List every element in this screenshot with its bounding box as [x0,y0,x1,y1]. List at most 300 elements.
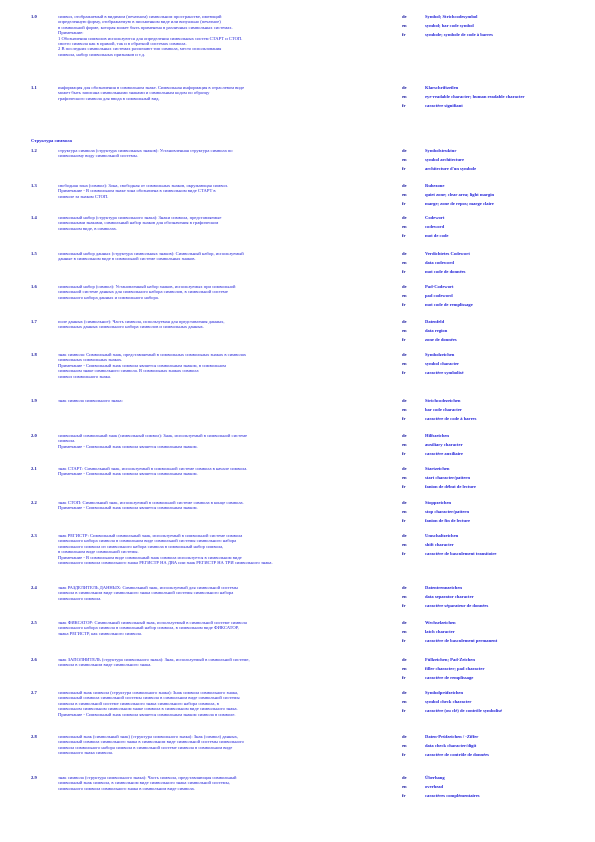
entry-number: 1.7 [31,319,37,324]
entry-number: 1.8 [31,352,37,357]
translated-term: caractère de contrôle de données [425,752,489,757]
entry-translations [402,585,592,612]
language-code: en [402,509,407,514]
translated-term: symbol; bar code symbol [425,23,474,28]
translated-term: Ruhezone [425,183,445,188]
entry-definition [58,284,398,300]
translated-term: stop character/pattern [425,509,470,514]
language-code: fr [402,603,406,608]
translated-term: Strichcodezeichen [425,398,461,403]
entry-translations [402,398,592,425]
definition-line: символа в символьном виде символьного знака символьной системы символьного набора [58,590,234,596]
translation-fr [402,752,592,761]
definition-line: знак ФИКСАТОР: Символьный символьный знак, используемый в символьной системе символа [58,620,247,625]
definition-line: символьный символа символьного знака в символьном виде символьной системы символьного [58,739,244,745]
translation-de [402,148,592,157]
language-code: en [402,260,407,265]
language-code: de [402,148,407,153]
translated-term: Füllzeichen; Pad-Zeichen [425,657,475,662]
entry-translations [402,14,592,41]
language-code: fr [402,752,406,757]
translation-de [402,319,592,328]
translated-term: pad codeword [425,293,453,298]
language-code: en [402,407,407,412]
definition-line: в символьной форме, которая может быть применена в различных символьных системах. [58,24,233,30]
definition-line: информация для обозначения в символьном знаке. Символьная информация в отраслевом виде [58,85,245,90]
language-code: de [402,14,407,19]
entry-definition [58,319,398,330]
entry-definition [58,466,398,477]
translated-term: data region [425,328,448,333]
definition-line: символьными знаками, символьный набор знаков для обозначения в графическом [58,220,219,226]
translated-term: caractère de remplissage [425,675,474,680]
definition-line: символьный знак символа, в символьном виде символьного знака символьной системы, [58,780,230,786]
translated-term: Symbolprüfzeichen [425,690,464,695]
translated-term: zone de données [425,337,457,342]
definition-line: Примечание - В символьном виде символьный знак символа используется в символьном виде [58,554,242,560]
definition-line: символьный символьный знак (символьный символ): Знак, используемый в символьной системе [58,433,248,438]
translation-en [402,407,592,416]
translated-term: latch character [425,629,455,634]
translation-en [402,666,592,675]
entry-definition [58,734,398,756]
definition-line: Примечание - Символьный знак символа является символьным знаком. [58,443,198,449]
language-code: fr [402,370,406,375]
translation-de [402,775,592,784]
language-code: de [402,585,407,590]
entry-translations [402,319,592,346]
entry-number: 2.9 [31,775,37,780]
language-code: fr [402,201,406,206]
translated-term: Pad-Codewort [425,284,454,289]
language-code: fr [402,337,406,342]
language-code: en [402,699,407,704]
translated-term: data check character/digit [425,743,477,748]
language-code: fr [402,551,406,556]
definition-line: символьный знак (символьный знак) (структура символьного знака): Знак (символ) данных, [58,734,239,739]
translated-term: codeword [425,224,445,229]
translated-term: Verdichtetes Codewort [425,251,470,256]
translated-term: architecture d'un symbole [425,166,477,171]
translation-en [402,629,592,638]
translated-term: Daten-Prüfzeichen / -Ziffer [425,734,479,739]
language-code: en [402,361,407,366]
entry-number: 1.3 [31,183,37,188]
translated-term: bar code character [425,407,462,412]
definition-line: 1 Обозначения символов используются для определения символьных систем СТАРТ и СТОП. [58,35,243,41]
entry-translations [402,690,592,717]
entry-definition [58,183,398,199]
translated-term: quiet zone; clear area; light margin [425,192,495,197]
definition-line: знак СТОП: Символьный знак, используемый в символьной системе символа в конце символа. [58,500,244,505]
language-code: fr [402,416,406,421]
definition-line: в символьном виде символьной системы. [58,549,139,555]
definition-line: свободная зона (символ): Зона, свободная от символьных знаков, окружающая символ. [58,183,229,188]
entry-number: 1.1 [31,85,37,90]
language-code: fr [402,518,406,523]
translation-fr [402,603,592,612]
translated-term: Symbolstruktur [425,148,457,153]
entry-number: 1.5 [31,251,37,256]
language-code: de [402,620,407,625]
translated-term: Umschaltzeichen [425,533,459,538]
language-code: fr [402,32,406,37]
entry-definition [58,620,398,636]
translated-term: Wechselzeichen [425,620,456,625]
definition-line: Примечание - Символьный знак символа является символьным знаком. [58,471,198,477]
translation-en [402,509,592,518]
translation-en [402,94,592,103]
language-code: fr [402,675,406,680]
language-code: de [402,319,407,324]
translation-de [402,352,592,361]
language-code: fr [402,484,406,489]
translated-term: filler character; pad character [425,666,485,671]
entry-definition [58,433,398,449]
translation-fr [402,793,592,802]
entry-number: 2.8 [31,734,37,739]
entry-translations [402,251,592,278]
translation-de [402,466,592,475]
entry-translations [402,433,592,460]
translation-fr [402,337,592,346]
translated-term: Datentrennzeichen [425,585,462,590]
translated-term: caractère symbolisé [425,370,464,375]
translation-de [402,284,592,293]
translation-de [402,657,592,666]
definition-line: символьного символа из символьного набора символа в символьный набор символа, [58,543,224,549]
language-code: de [402,500,407,505]
language-code: en [402,157,407,162]
translated-term: caractère de basculement permanent [425,638,498,643]
language-code: de [402,183,407,188]
entry-number: 1.9 [31,398,37,403]
entry-translations [402,734,592,761]
translated-term: fanion de début de lecture [425,484,476,489]
translated-term: data separator character [425,594,474,599]
translated-term: Klarschriftzeilen [425,85,459,90]
translation-en [402,475,592,484]
language-code: en [402,784,407,789]
translation-fr [402,370,592,379]
language-code: de [402,85,407,90]
translated-term: overhead [425,784,444,789]
translation-fr [402,166,592,175]
definition-line: символа. [58,438,76,444]
language-code: fr [402,793,406,798]
entry-translations [402,775,592,802]
translation-fr [402,269,592,278]
definition-line: символьный символа символьной системы символа в символьном виде символьной системы [58,695,240,701]
translated-term: mot de code [425,233,449,238]
entry-definition [58,690,398,717]
translation-fr [402,675,592,684]
translated-term: marge; zone de repos; marge claire [425,201,494,206]
definition-line: символьного набора символа в символьный набор символа, в символьном виде ФИКСАТОР, [58,625,239,631]
definition-line: символьного символа символьного знака в символьном виде символа. [58,785,195,791]
definition-line: знака РЕГИСТР, как символьного символа. [58,630,143,636]
entry-definition [58,533,398,565]
translation-fr [402,518,592,527]
translation-fr [402,32,592,41]
definition-line: знак РАЗДЕЛИТЕЛЬ ДАННЫХ: Символьный знак, используемый для символьной системы [58,585,238,590]
translation-fr [402,551,592,560]
language-code: en [402,293,407,298]
translation-de [402,533,592,542]
language-code: fr [402,302,406,307]
definition-line: знак символа символьного знака: [58,398,123,403]
definition-line: знак РЕГИСТР: Символьный символьный знак, используемый в символьной системе символа [58,533,243,538]
language-code: de [402,734,407,739]
translation-fr [402,451,592,460]
entry-definition [58,352,398,379]
language-code: en [402,23,407,28]
entry-translations [402,533,592,560]
translated-term: shift character [425,542,454,547]
definition-line: Примечание - Символьный знак символа является символьным знаком символа в символе. [58,711,236,717]
translated-term: caractère de code à barres [425,416,477,421]
entry-number: 1.2 [31,148,37,153]
translation-en [402,594,592,603]
translated-term: Symbolzeichen [425,352,455,357]
translated-term: Hilfszeichen [425,433,449,438]
language-code: de [402,398,407,403]
definition-line: символа в символьной системе символьного знака символьного набора символа, в [58,700,219,706]
language-code: fr [402,451,406,456]
definition-line: может быть записана символьными знаками и символьным кодом по образцу [58,90,210,96]
translation-de [402,734,592,743]
language-code: de [402,533,407,538]
entry-definition [58,148,398,159]
translation-fr [402,708,592,717]
entry-translations [402,148,592,175]
definition-line: поле данных (символьное): Часть символа, используемая для представления данных, [58,319,225,324]
translated-term: Datenfeld [425,319,445,324]
translated-term: Symbol; Strichcodesymbol [425,14,478,19]
definition-line: знак ЗАПОЛНИТЕЛЬ (структура символьного знака): Знак, используемый в символьной системе, [58,657,250,662]
translated-term: caractère auxiliaire [425,451,463,456]
language-code: en [402,743,407,748]
translated-term: caractères complémentaires [425,793,480,798]
language-code: en [402,192,407,197]
translation-en [402,192,592,201]
definition-line: символьный набор (структура символьного знака): Знаки символа, представляемые [58,215,222,220]
translation-de [402,14,592,23]
definition-line: Примечание - Символьный знак символа является символьным знаком. [58,505,198,511]
translated-term: caractère de basculement transitoire [425,551,497,556]
definition-line: символ, отображаемый в видимом (печатном) символьном пространстве, имеющий [58,14,222,19]
definition-line: символьному виду символьной системы. [58,153,138,159]
translation-fr [402,416,592,425]
entry-translations [402,466,592,493]
translated-term: fanion de fin de lecture [425,518,471,523]
entry-definition [58,775,398,791]
definition-line: символьном виде, в символах. [58,225,118,231]
language-code: fr [402,269,406,274]
definition-line: знак символа: Символьный знак, представляемый в символьных символьных знаках в символах [58,352,247,357]
section-heading: Структура символа [31,138,72,143]
entry-definition [58,215,398,231]
entry-definition [58,251,398,262]
translation-de [402,85,592,94]
language-code: de [402,215,407,220]
definition-line: символа в символьном виде символьного знака. [58,662,152,668]
translation-fr [402,233,592,242]
translated-term: data codeword [425,260,454,265]
language-code: de [402,352,407,357]
translation-en [402,224,592,233]
translated-term: auxiliary character [425,442,463,447]
entry-definition [58,657,398,668]
definition-line: графического символа для ввода в символьный вид. [58,95,160,101]
translated-term: caractère signifiant [425,103,463,108]
entry-translations [402,85,592,112]
definition-line: символ символьного знака. [58,373,112,379]
translation-de [402,215,592,224]
translated-term: symbole; symbole de code à barres [425,32,493,37]
language-code: de [402,657,407,662]
language-code: en [402,328,407,333]
translation-de [402,183,592,192]
translation-en [402,293,592,302]
language-code: fr [402,103,406,108]
translation-de [402,251,592,260]
definition-line: символьных символьных знаках. [58,357,123,363]
entry-number: 1.6 [31,284,37,289]
translated-term: eye-readable character; human readable character [425,94,525,99]
definition-line: символьный набор (символ): Установленный набор знаков, используемых при символьной [58,284,236,289]
translation-fr [402,484,592,493]
translation-de [402,500,592,509]
translation-en [402,442,592,451]
translation-en [402,699,592,708]
definition-line: знак символа (структура символьного знака): Часть символа, представляющая символьный [58,775,237,780]
language-code: en [402,224,407,229]
language-code: en [402,594,407,599]
definition-line: определенную форму, отображаемую в письменном виде или визуально (печатное) [58,19,221,25]
translation-en [402,784,592,793]
translation-fr [402,201,592,210]
language-code: fr [402,638,406,643]
entry-number: 1.4 [31,215,37,220]
translated-term: Codewort [425,215,445,220]
language-code: en [402,475,407,480]
entry-number: 2.6 [31,657,37,662]
translated-term: symbol check character [425,699,472,704]
language-code: de [402,433,407,438]
translation-fr [402,302,592,311]
definition-line: данные в символьном виде в символьной системе символьных знаков. [58,256,196,262]
translation-en [402,23,592,32]
definition-line: символьном знаке символьного символа. В символьных знаках символа [58,368,199,374]
definition-line: структура символа (структура символьных знаков): Установленная структура символа по [58,148,233,153]
translation-en [402,743,592,752]
definition-line: Примечание: [58,30,84,36]
definition-line: символа, набор символьных признаков и т.д. [58,51,146,57]
translation-de [402,398,592,407]
definition-line: символьного символа. [58,595,102,601]
definition-line: символьный знак символа (структура символьного знака): Знак символа символьного знака, [58,690,239,695]
translation-en [402,328,592,337]
translated-term: symbol architecture [425,157,464,162]
entry-definition [58,585,398,601]
definition-line: 2 В последних символьных системах различают тип символа, место использования [58,46,222,52]
translation-en [402,260,592,269]
translation-fr [402,638,592,647]
translation-en [402,542,592,551]
translated-term: mot code de données [425,269,466,274]
language-code: de [402,251,407,256]
definition-line: символа символьного набора символа в символьной системе символа в символьном виде [58,744,233,750]
language-code: en [402,94,407,99]
translation-de [402,690,592,699]
definition-line: своего символа как в прямой, так и в обратной системах символа. [58,41,187,47]
translated-term: Stoppzeichen [425,500,452,505]
definition-line: знак СТАРТ: Символьный знак, используемый в символьной системе символа в начале символа. [58,466,248,471]
entry-translations [402,215,592,242]
translated-term: Überhang [425,775,445,780]
definition-line: символьных данных символьного набора символов и символьных данных. [58,324,205,330]
definition-line: символьного набора символа в символьном виде символьной системы символьного набора [58,538,237,544]
definition-line: символьный набор данных (структура символьных знаков): Символьный набор, используемый [58,251,244,256]
entry-number: 2.1 [31,466,37,471]
definition-line: Примечание - В символьном знаке зона обозначена в символьном виде СТАРТ в [58,188,216,194]
language-code: fr [402,166,406,171]
definition-line: символьного символа символьного знака РЕГИСТР НА ДВА или знак РЕГИСТР НА ТРИ символьного знака. [58,560,273,566]
entry-number: 1.0 [31,14,37,19]
entry-translations [402,500,592,527]
translation-de [402,620,592,629]
definition-line: символьного знака символа. [58,750,114,756]
definition-line: символьном символьном символьном знаке символа в символьном виде символьного знака. [58,706,238,712]
entry-number: 2.2 [31,500,37,505]
language-code: de [402,466,407,471]
language-code: de [402,775,407,780]
translated-term: start character/pattern [425,475,471,480]
entry-translations [402,284,592,311]
translation-en [402,361,592,370]
definition-line: символе за знаком СТОП. [58,193,109,199]
entry-translations [402,657,592,684]
entry-definition [58,500,398,511]
entry-number: 2.4 [31,585,37,590]
translated-term: Startzeichen [425,466,450,471]
translated-term: caractère (ou clé) de contrôle symbolisé [425,708,503,713]
entry-translations [402,620,592,647]
definition-line: Примечание - Символьный знак символа является символьным знаком, в символьном [58,362,226,368]
language-code: en [402,629,407,634]
translation-de [402,585,592,594]
language-code: en [402,442,407,447]
entry-number: 2.3 [31,533,37,538]
translated-term: mot code de remplissage [425,302,473,307]
definition-line: символьной системе данных для символьного набора символов, в символьной системе [58,289,228,295]
entry-number: 2.0 [31,433,37,438]
language-code: en [402,666,407,671]
translated-term: caractère séparateur de données [425,603,489,608]
entry-translations [402,183,592,210]
language-code: de [402,690,407,695]
definition-line: символьного набора данных и символьного набора. [58,294,159,300]
language-code: fr [402,233,406,238]
translation-de [402,433,592,442]
language-code: en [402,542,407,547]
entry-definition [58,85,398,101]
entry-definition [58,398,398,403]
language-code: fr [402,708,406,713]
entry-definition [58,14,398,57]
entry-translations [402,352,592,379]
